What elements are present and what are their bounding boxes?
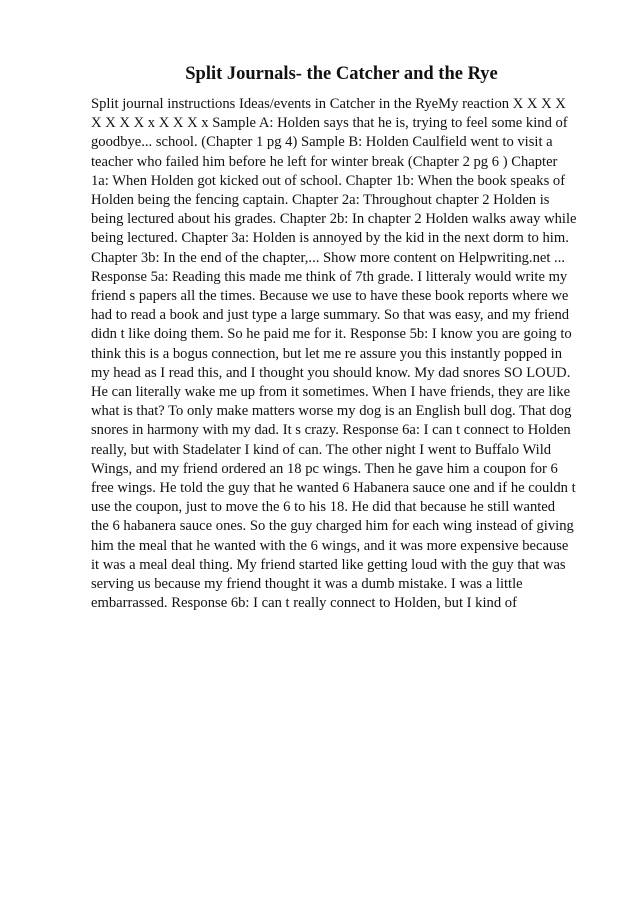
body-line: Wings, and my friend ordered an 18 pc wings. Then he gave him a coupon for 6	[91, 460, 558, 477]
body-line: free wings. He told the guy that he wanted 6 Habanera sauce one and if he couldn t	[91, 480, 576, 497]
body-line: Holden being the fencing captain. Chapter 2a: Throughout chapter 2 Holden is	[91, 192, 550, 209]
body-line: 1a: When Holden got kicked out of school. Chapter 1b: When the book speaks of	[91, 172, 566, 189]
body-line: being lectured about his grades. Chapter 2b: In chapter 2 Holden walks away while	[91, 211, 577, 228]
body-line: Split journal instructions Ideas/events in Catcher in the RyeMy reaction X X X X	[91, 96, 566, 112]
body-line: teacher who failed him before he left for winter break (Chapter 2 pg 6 ) Chapter	[91, 153, 558, 170]
body-line: really, but with Stadelater I kind of can. The other night I went to Buffalo Wild	[91, 441, 552, 458]
body-line: it was a meal deal thing. My friend started like getting loud with the guy that was	[91, 556, 566, 573]
body-line: Response 5a: Reading this made me think of 7th grade. I litteraly would write my	[91, 268, 568, 285]
body-line: Chapter 3b: In the end of the chapter,... Show more content on Helpwriting.net ...	[91, 249, 565, 266]
body-line: goodbye... school. (Chapter 1 pg 4) Sample B: Holden Caulfield went to visit a	[91, 134, 553, 151]
body-line: being lectured. Chapter 3a: Holden is annoyed by the kid in the next dorm to him.	[91, 230, 569, 247]
body-line: friend s papers all the times. Because we use to have these book reports where we	[91, 288, 569, 305]
document-title: Split Journals- the Catcher and the Rye	[185, 64, 498, 84]
body-line: my head as I read this, and I thought you should know. My dad snores SO LOUD.	[91, 364, 571, 381]
body-line: had to read a book and just type a large summary. So that was easy, and my friend	[91, 307, 570, 324]
body-line: think this is a bogus connection, but let me re assure you this instantly popped in	[91, 345, 562, 362]
body-line: embarrassed. Response 6b: I can t really connect to Holden, but I kind of	[91, 595, 517, 612]
body-line: what is that? To only make matters worse my dog is an English bull dog. That dog	[91, 403, 572, 420]
body-line: didn t like doing them. So he paid me for it. Response 5b: I know you are going to	[91, 326, 572, 343]
document-body	[91, 95, 577, 613]
body-line: He can literally wake me up from it sometimes. When I have friends, they are like	[91, 384, 571, 401]
body-line: the 6 habanera sauce ones. So the guy charged him for each wing instead of giving	[91, 518, 574, 535]
body-line: X X X X x X X X x Sample A: Holden says that he is, trying to feel some kind of	[91, 115, 568, 132]
body-line: snores in harmony with my dad. It s crazy. Response 6a: I can t connect to Holden	[91, 422, 571, 439]
body-line: him the meal that he wanted with the 6 wings, and it was more expensive because	[91, 537, 569, 554]
body-line: serving us because my friend thought it was a dumb mistake. I was a little	[91, 576, 523, 593]
body-line: use the coupon, just to move the 6 to his 18. He did that because he still wanted	[91, 499, 556, 516]
